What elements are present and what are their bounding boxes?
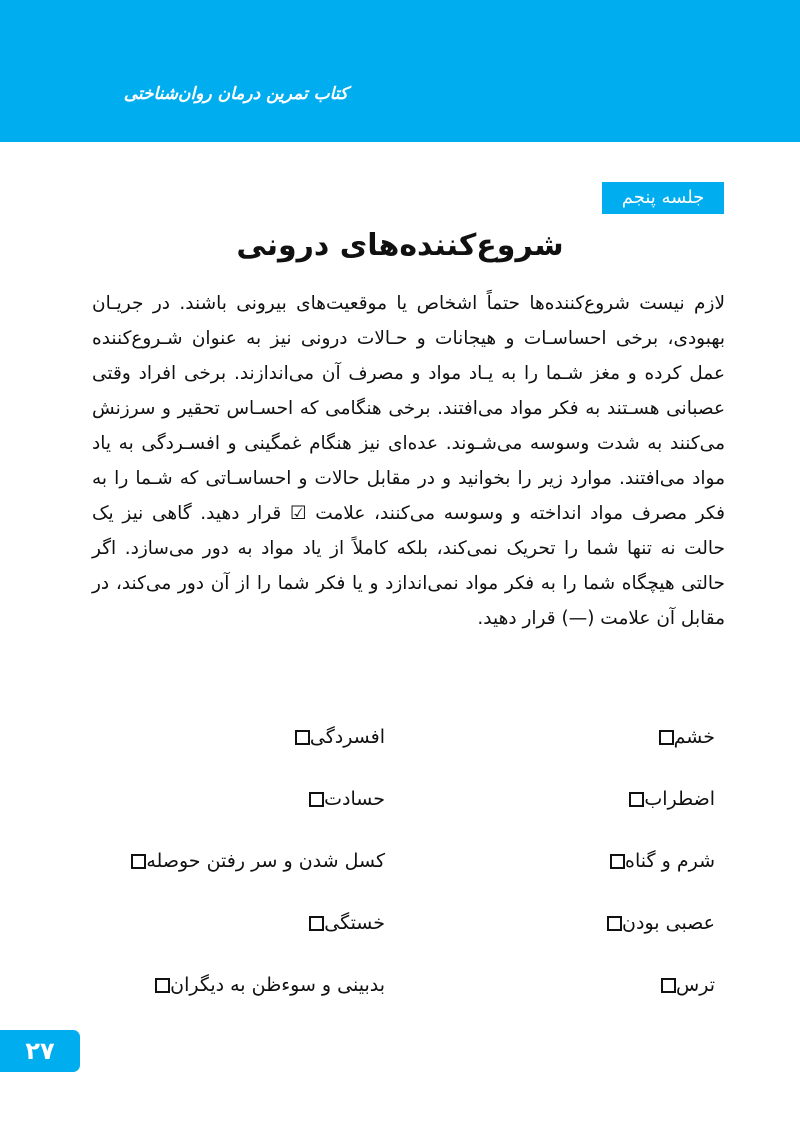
checkbox-icon[interactable] bbox=[610, 854, 625, 869]
checklist-row bbox=[80, 903, 720, 943]
checkbox-icon[interactable] bbox=[131, 854, 146, 869]
feelings-checklist bbox=[80, 712, 720, 1012]
checkbox-icon[interactable] bbox=[661, 978, 676, 993]
checklist-row bbox=[80, 965, 720, 1005]
checkbox-icon[interactable] bbox=[295, 730, 310, 745]
checklist-item[interactable] bbox=[301, 903, 385, 943]
checklist-row bbox=[80, 841, 720, 881]
checklist-item-label: ترس bbox=[676, 974, 715, 996]
checklist-item[interactable] bbox=[147, 965, 385, 1005]
session-label: جلسه پنجم bbox=[602, 182, 724, 214]
checkbox-icon[interactable] bbox=[309, 792, 324, 807]
checklist-item[interactable] bbox=[621, 779, 715, 819]
page-number: ۲۷ bbox=[0, 1030, 80, 1072]
body-paragraph: لازم نیست شروع‌کننده‌ها حتماً اشخاص یا موقعیت‌های بیرونی باشند. در جریـان بهبودی، برخی احساسـات و هیجانات و حـالات درونی نیز به عنوان شـروع‌کننده عمل کرده و مغز شـما را به یـاد مواد و مصرف آن می‌اندازند. برخی افراد وقتی عصبانی هسـتند به فکر مواد می‌افتند. برخی هنگامی که احسـاس تحقیر و سرزنش می‌کنند به شدت وسوسه می‌شـوند. عده‌ای نیز هنگام غمگینی و افسـردگی به یاد مواد می‌افتند. موارد زیر را بخوانید و در مقابل حالات و احساسـاتی که شـما را به فکر مصرف مواد انداخته و وسوسه می‌کنند، علامت ☑ قرار دهید. گاهی نیز یک حالت نه تنها شما را تحریک نمی‌کند، بلکه کاملاً از یاد مواد به دور می‌سازد. اگر حالتی هیچگاه شما را به فکر مواد نمی‌اندازد و یا فکر شما را از آن دور می‌کند، در مقابل آن علامت (—) قرار دهید. bbox=[92, 293, 725, 629]
header-band bbox=[0, 0, 800, 142]
checklist-item-label: کسل شدن و سر رفتن حوصله bbox=[146, 850, 385, 872]
checklist-item-label: بدبینی و سوءظن به دیگران bbox=[170, 974, 385, 996]
page-title: شروع‌کننده‌های درونی bbox=[236, 228, 564, 263]
checkbox-icon[interactable] bbox=[309, 916, 324, 931]
checklist-row bbox=[80, 779, 720, 819]
checkbox-icon[interactable] bbox=[155, 978, 170, 993]
checklist-item[interactable] bbox=[301, 779, 385, 819]
checklist-item-label: افسردگی bbox=[309, 726, 385, 748]
checklist-item[interactable] bbox=[287, 717, 385, 757]
book-title: کتاب تمرین درمان روان‌شناختی bbox=[123, 84, 348, 104]
checklist-row bbox=[80, 717, 720, 757]
checklist-item-label: عصبی بودن bbox=[622, 912, 715, 934]
checklist-item-label: حسادت bbox=[324, 788, 385, 810]
checklist-item-label: اضطراب bbox=[644, 788, 715, 810]
checkbox-icon[interactable] bbox=[629, 792, 644, 807]
checklist-item[interactable] bbox=[123, 841, 385, 881]
checklist-item[interactable] bbox=[599, 903, 715, 943]
checklist-item-label: خشم bbox=[673, 726, 715, 748]
checklist-item[interactable] bbox=[602, 841, 715, 881]
checklist-item-label: شرم و گناه bbox=[625, 850, 715, 872]
checklist-item[interactable] bbox=[653, 965, 715, 1005]
checkbox-icon[interactable] bbox=[607, 916, 622, 931]
checklist-item-label: خستگی bbox=[324, 912, 385, 934]
checklist-item[interactable] bbox=[651, 717, 715, 757]
checkbox-icon[interactable] bbox=[659, 730, 674, 745]
